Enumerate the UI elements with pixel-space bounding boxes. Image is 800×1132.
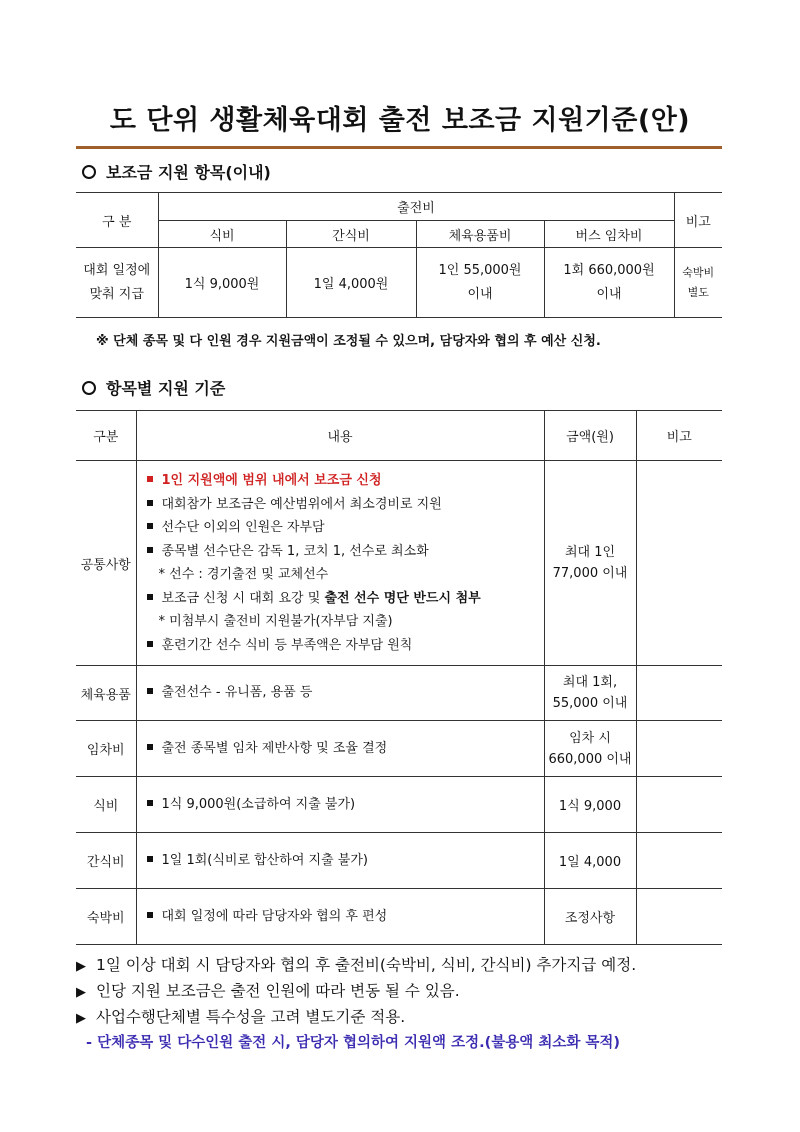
header-content: 내용 — [136, 411, 544, 461]
row-label: 체육용품 — [76, 666, 136, 721]
square-bullet-icon — [147, 800, 153, 806]
list-item: 1인 지원액에 범위 내에서 보조금 신청 — [147, 469, 534, 493]
row-content: 출전 종목별 임차 제반사항 및 조율 결정 — [136, 721, 544, 777]
list-item: 선수단 이외의 인원은 자부담 — [147, 516, 534, 540]
row-label: 공통사항 — [76, 461, 136, 666]
row-remark — [636, 461, 722, 666]
cell-remark: 숙박비 별도 — [674, 248, 722, 318]
square-bullet-icon — [147, 688, 153, 694]
cell-bus: 1회 660,000원 이내 — [544, 248, 674, 318]
adjustment-note: ※ 단체 종목 및 다 인원 경우 지원금액이 조정될 수 있으며, 담당자와 협의 후 예산 신청. — [96, 334, 601, 349]
row-content: 1일 1회(식비로 합산하여 지출 불가) — [136, 833, 544, 889]
row-content — [136, 461, 544, 666]
triangle-bullet-icon: ▶ — [76, 1011, 86, 1026]
triangle-bullet-icon: ▶ — [76, 959, 86, 974]
footer-line: ▶ 인당 지원 보조금은 출전 인원에 따라 변동 될 수 있음. — [76, 982, 460, 1000]
row-remark — [636, 833, 722, 889]
row-label: 간식비 — [76, 833, 136, 889]
circle-bullet-icon — [82, 165, 96, 179]
cell-meal: 1식 9,000원 — [158, 248, 286, 318]
square-bullet-icon — [147, 912, 153, 918]
header-amount: 금액(원) — [544, 411, 636, 461]
list-subitem: * 선수 : 경기출전 및 교체선수 — [158, 567, 329, 582]
square-bullet-icon — [147, 547, 153, 553]
header-remark: 비고 — [674, 193, 722, 248]
table-row — [76, 461, 722, 666]
row-amount: 최대 1회, 55,000 이내 — [544, 666, 636, 721]
header-equipment: 체육용품비 — [416, 221, 544, 248]
header-meal: 식비 — [158, 221, 286, 248]
cell-snack: 1일 4,000원 — [286, 248, 416, 318]
triangle-bullet-icon: ▶ — [76, 985, 86, 1000]
title-underline — [76, 146, 722, 149]
row-remark — [636, 777, 722, 833]
header-bus: 버스 임차비 — [544, 221, 674, 248]
section-title: 보조금 지원 항목(이내) — [106, 163, 271, 182]
list-item: 훈련기간 선수 식비 등 부족액은 자부담 원칙 — [147, 634, 534, 658]
square-bullet-icon — [147, 641, 153, 647]
table-row — [76, 889, 722, 945]
circle-bullet-icon — [82, 381, 96, 395]
row-amount: 최대 1인 77,000 이내 — [544, 461, 636, 666]
list-item: 보조금 신청 시 대회 요강 및 출전 선수 명단 반드시 첨부 — [147, 587, 534, 611]
square-bullet-icon — [147, 476, 153, 482]
support-items-table — [76, 192, 722, 318]
table-row — [76, 721, 722, 777]
footer-line: ▶ 1일 이상 대회 시 담당자와 협의 후 출전비(숙박비, 식비, 간식비) 추가지급 예정. — [76, 956, 637, 974]
row-label: 숙박비 — [76, 889, 136, 945]
square-bullet-icon — [147, 500, 153, 506]
table-row — [76, 248, 722, 318]
cell-category: 대회 일정에 맞춰 지급 — [76, 248, 158, 318]
header-group-entry-cost: 출전비 — [158, 193, 674, 221]
footer-accent-line: - 단체종목 및 다수인원 출전 시, 담당자 협의하여 지원액 조정.(불용액 최소화 목적) — [86, 1035, 621, 1051]
row-content: 대회 일정에 따라 담당자와 협의 후 편성 — [136, 889, 544, 945]
section-criteria — [82, 376, 225, 399]
section-support-items — [82, 160, 271, 183]
criteria-table — [76, 410, 722, 945]
footer-line: ▶ 사업수행단체별 특수성을 고려 별도기준 적용. — [76, 1008, 406, 1026]
square-bullet-icon — [147, 744, 153, 750]
square-bullet-icon — [147, 523, 153, 529]
cell-equipment: 1인 55,000원 이내 — [416, 248, 544, 318]
row-label: 식비 — [76, 777, 136, 833]
row-content: 출전선수 - 유니폼, 용품 등 — [136, 666, 544, 721]
list-item: 대회참가 보조금은 예산범위에서 최소경비로 지원 — [147, 493, 534, 517]
square-bullet-icon — [147, 856, 153, 862]
header-snack: 간식비 — [286, 221, 416, 248]
table-row — [76, 777, 722, 833]
page-title: 도 단위 생활체육대회 출전 보조금 지원기준(안) — [109, 105, 691, 136]
row-amount: 1식 9,000 — [544, 777, 636, 833]
row-remark — [636, 721, 722, 777]
table-row — [76, 833, 722, 889]
header-remark: 비고 — [636, 411, 722, 461]
header-category: 구 분 — [76, 193, 158, 248]
row-label: 임차비 — [76, 721, 136, 777]
table-row — [76, 666, 722, 721]
list-item: 종목별 선수단은 감독 1, 코치 1, 선수로 최소화 — [147, 540, 534, 564]
row-remark — [636, 666, 722, 721]
header-category: 구분 — [76, 411, 136, 461]
row-remark — [636, 889, 722, 945]
section-title: 항목별 지원 기준 — [106, 379, 226, 398]
row-content: 1식 9,000원(소급하여 지출 불가) — [136, 777, 544, 833]
row-amount: 1일 4,000 — [544, 833, 636, 889]
row-amount: 임차 시 660,000 이내 — [544, 721, 636, 777]
row-amount: 조정사항 — [544, 889, 636, 945]
list-subitem: * 미첨부시 출전비 지원불가(자부담 지출) — [158, 614, 393, 629]
square-bullet-icon — [147, 594, 153, 600]
